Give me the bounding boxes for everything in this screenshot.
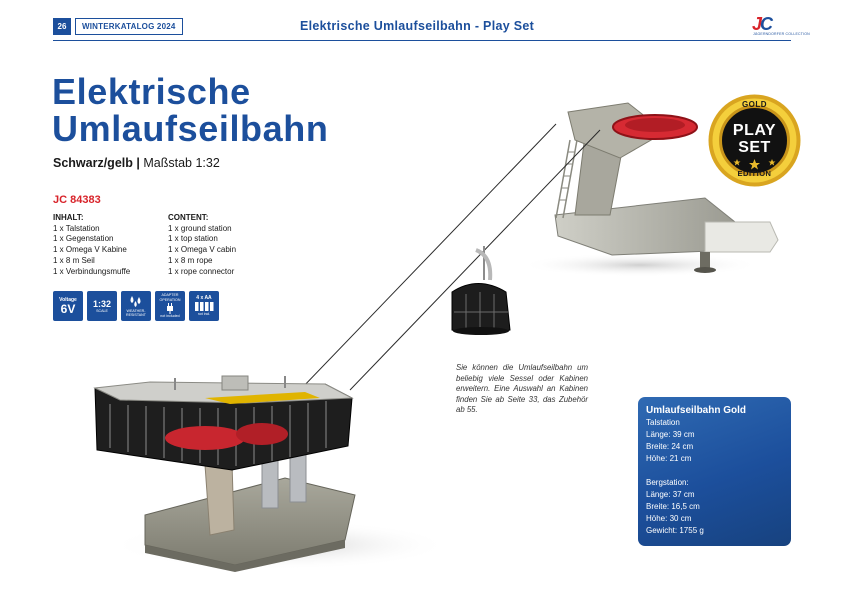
contents-german bbox=[53, 213, 130, 277]
voltage-icon: Voltage 6V bbox=[53, 291, 83, 321]
contents-english bbox=[168, 213, 236, 277]
spec-section-heading: Bergstation: bbox=[646, 478, 689, 487]
product-title-line2: Umlaufseilbahn bbox=[52, 108, 329, 149]
list-item: 1 x top station bbox=[168, 234, 218, 244]
badge-main-text: PLAY SET bbox=[732, 122, 777, 156]
cable-ropes bbox=[300, 124, 600, 390]
product-title bbox=[52, 73, 328, 147]
gold-play-set-badge bbox=[707, 93, 802, 188]
spec-section-heading: Talstation bbox=[646, 418, 680, 427]
list-item: 1 x 8 m rope bbox=[168, 255, 213, 265]
product-code: JC 84383 bbox=[53, 194, 101, 206]
spec-line: Breite: 16,5 cm bbox=[646, 502, 700, 511]
omega-cabin bbox=[452, 246, 510, 335]
brand-logo bbox=[752, 14, 810, 38]
subtitle-separator: | bbox=[136, 156, 140, 170]
spec-line: Breite: 24 cm bbox=[646, 442, 694, 451]
feature-icons bbox=[53, 291, 219, 321]
spec-box bbox=[638, 397, 791, 546]
ground-station bbox=[95, 376, 450, 572]
plug-icon: ADAPTER OPERATION not included bbox=[155, 291, 185, 321]
contents-heading: CONTENT: bbox=[168, 213, 209, 222]
list-item: 1 x rope connector bbox=[168, 266, 235, 276]
spec-gap bbox=[646, 465, 783, 477]
header-divider bbox=[53, 40, 791, 41]
list-item: 1 x Omega V Kabine bbox=[53, 245, 127, 255]
scale-icon: 1:32 SCALE bbox=[87, 291, 117, 321]
spec-line: Länge: 37 cm bbox=[646, 490, 695, 499]
logo-subtitle: JÄGERNDORFER COLLECTION bbox=[753, 32, 810, 36]
list-item: 1 x ground station bbox=[168, 223, 232, 233]
spec-line: Gewicht: 1755 g bbox=[646, 526, 704, 535]
product-title-line1: Elektrische bbox=[52, 71, 251, 112]
page-number: 26 bbox=[53, 18, 71, 35]
scale-text: Maßstab 1:32 bbox=[143, 156, 220, 170]
badge-bottom-text: EDITION bbox=[737, 169, 772, 178]
list-item: 1 x Omega V cabin bbox=[168, 245, 237, 255]
logo-mark: JC bbox=[752, 14, 772, 34]
raindrops-icon: WEATHER-RESISTANT bbox=[121, 291, 151, 321]
list-item: 1 x Talstation bbox=[53, 223, 100, 233]
product-subtitle bbox=[53, 156, 220, 170]
battery-icon: 4 x AA not incl. bbox=[189, 291, 219, 321]
badge-top-text: GOLD bbox=[741, 100, 768, 109]
list-item: 1 x Verbindungsmuffe bbox=[53, 266, 131, 276]
list-item: 1 x Gegenstation bbox=[53, 234, 114, 244]
spec-line: Höhe: 21 cm bbox=[646, 454, 692, 463]
contents-heading: INHALT: bbox=[53, 213, 84, 222]
list-item: 1 x 8 m Seil bbox=[53, 255, 95, 265]
spec-title: Umlaufseilbahn Gold bbox=[646, 405, 747, 416]
spec-line: Länge: 39 cm bbox=[646, 430, 695, 439]
catalog-label: WINTERKATALOG 2024 bbox=[75, 18, 183, 35]
spec-line: Höhe: 30 cm bbox=[646, 514, 692, 523]
caption-text: Sie können die Umlaufseilbahn um beliebig viele Sessel oder Kabinen erweitern. Eine Auswahl an Kabinen finden Sie ab Seite 33, das Zubehör ab 55. bbox=[456, 363, 588, 415]
color-variant: Schwarz/gelb bbox=[53, 156, 133, 170]
header-title: Elektrische Umlaufseilbahn - Play Set bbox=[300, 19, 535, 33]
